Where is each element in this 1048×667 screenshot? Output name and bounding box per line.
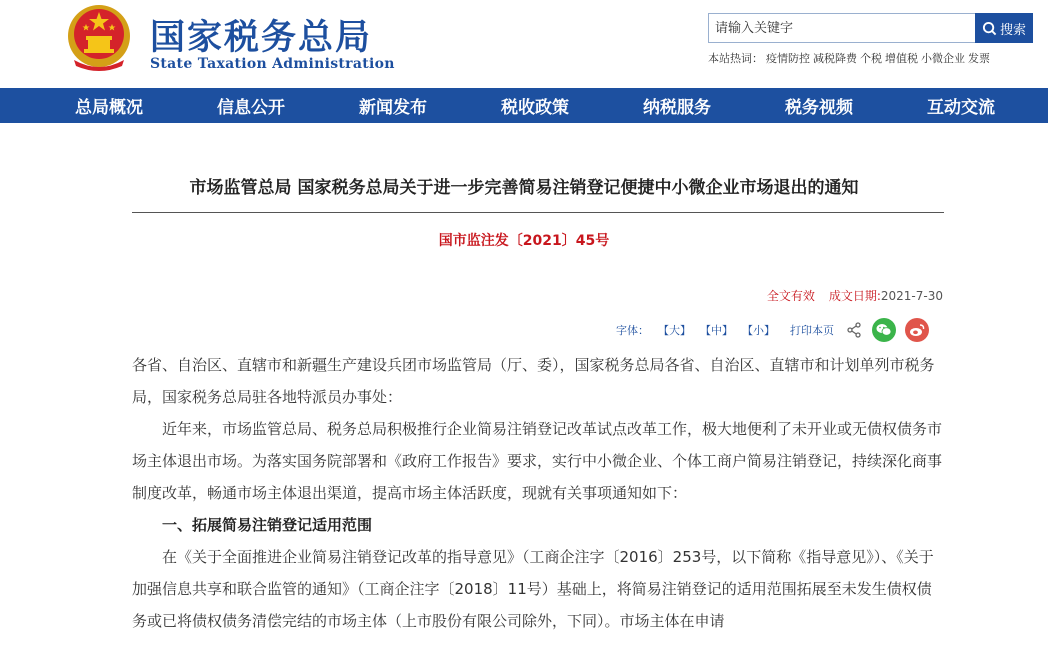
document-number: 国市监注发〔2021〕45号 (438, 233, 610, 249)
nav-item-news[interactable]: 新闻发布 (359, 98, 427, 118)
search-input[interactable] (709, 14, 975, 42)
nav-item-interaction[interactable]: 互动交流 (927, 98, 995, 118)
body-paragraph: 在《关于全面推进企业简易注销登记改革的指导意见》（工商企注字〔2016〕253号，以下简称《指导意见》）、《关于加强信息共享和联合监管的通知》（工商企注字〔2018〕11号）基础上，将简易注销登记的适用范围拓展至未发生债权债务或已将债权债务清偿完结的市场主体（上市股份有限公司除外，下同）。市场主体在申请 (132, 548, 934, 630)
font-small-button[interactable]: 【小】 (742, 324, 775, 337)
search-icon (982, 21, 997, 36)
print-button[interactable]: 打印本页 (790, 324, 834, 337)
hot-word-link[interactable]: 个税 (860, 52, 882, 65)
nav-item-tax-policy[interactable]: 税收政策 (501, 98, 569, 118)
nav-item-video[interactable]: 税务视频 (785, 98, 853, 118)
hot-words-label: 本站热词： (708, 52, 763, 65)
hot-words (708, 50, 993, 66)
wechat-icon[interactable] (872, 318, 896, 342)
national-emblem-icon[interactable] (64, 2, 134, 74)
salutation-paragraph: 各省、自治区、直辖市和新疆生产建设兵团市场监管局（厅、委），国家税务总局各省、自治区、直辖市和计划单列市税务局，国家税务总局驻各地特派员办事处： (132, 356, 935, 406)
search-button[interactable] (975, 13, 1033, 43)
hot-word-link[interactable]: 小微企业 (921, 52, 965, 65)
weibo-icon[interactable] (905, 318, 929, 342)
validity-status: 全文有效 (766, 289, 815, 303)
site-name-cn[interactable]: 国家税务总局 (150, 18, 373, 58)
date-value: 2021-7-30 (880, 289, 943, 303)
nav-item-overview[interactable]: 总局概况 (75, 98, 143, 118)
font-size-label: 字体： (616, 324, 649, 337)
search-box (708, 13, 976, 43)
nav-item-information[interactable]: 信息公开 (217, 98, 285, 118)
hot-word-link[interactable]: 发票 (968, 52, 990, 65)
article-tools (616, 318, 929, 342)
site-header (0, 0, 1048, 88)
body-paragraph: 近年来，市场监管总局、税务总局积极推行企业简易注销登记改革试点改革工作，极大地便利了未开业或无债权债务市场主体退出市场。为落实国务院部署和《政府工作报告》要求，实行中小微企业、个体工商户简易注销登记，持续深化商事制度改革，畅通市场主体退出渠道，提高市场主体活跃度，现就有关事项通知如下： (132, 420, 943, 502)
search-button-label: 搜索 (999, 22, 1026, 38)
title-divider (132, 212, 944, 213)
article-meta (767, 287, 943, 304)
share-icon[interactable] (846, 322, 862, 338)
hot-word-link[interactable]: 增值税 (885, 52, 918, 65)
article-body (132, 349, 944, 637)
font-large-button[interactable]: 【大】 (658, 324, 691, 337)
date-label: 成文日期: (828, 289, 881, 303)
site-name-en[interactable]: State Taxation Administration (150, 56, 395, 72)
main-nav (0, 88, 1048, 123)
article-title: 市场监管总局 国家税务总局关于进一步完善简易注销登记便捷中小微企业市场退出的通知 (189, 178, 859, 198)
section-heading: 一、拓展简易注销登记适用范围 (162, 516, 373, 534)
hot-word-link[interactable]: 疫情防控 (766, 52, 810, 65)
font-medium-button[interactable]: 【中】 (700, 324, 733, 337)
hot-word-link[interactable]: 减税降费 (813, 52, 857, 65)
nav-item-tax-service[interactable]: 纳税服务 (643, 98, 711, 118)
